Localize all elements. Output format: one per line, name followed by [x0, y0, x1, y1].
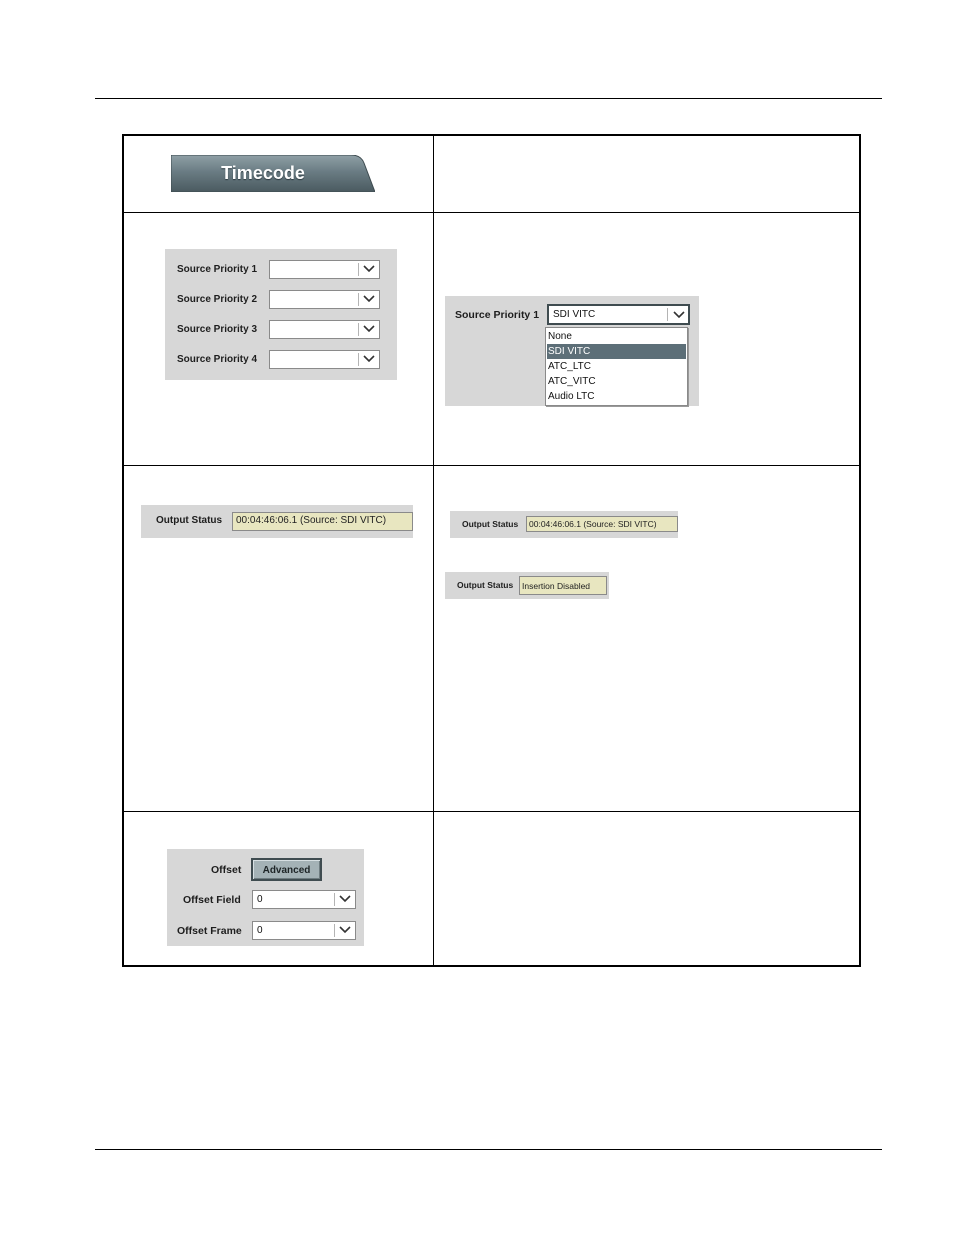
source-priority-4-label: Source Priority 4: [177, 354, 258, 365]
chevron-down-icon: [363, 294, 375, 304]
output-status-disabled-value: Insertion Disabled: [519, 576, 607, 595]
output-status-label: Output Status: [156, 515, 223, 526]
source-priority-3-select[interactable]: [269, 320, 380, 339]
option-none[interactable]: None: [548, 331, 572, 342]
source-priority-options-list: [545, 327, 688, 406]
output-status-active-example: [450, 511, 678, 538]
chevron-down-icon: [363, 354, 375, 364]
offset-field-label: Offset Field: [183, 894, 241, 906]
tab-title: Timecode: [221, 163, 305, 183]
output-status-disabled-example: [445, 572, 609, 599]
page-footer-rule: [95, 1149, 882, 1150]
chevron-down-icon: [363, 264, 375, 274]
source-priority-1-label: Source Priority 1: [177, 264, 258, 275]
option-atc-ltc[interactable]: ATC_LTC: [548, 361, 591, 372]
settings-table: [122, 134, 861, 967]
source-priority-expanded-select[interactable]: SDI VITC: [547, 304, 690, 325]
output-status-disabled-label: Output Status: [457, 580, 514, 590]
source-priority-expanded-panel: [445, 296, 699, 406]
row-divider: [124, 212, 859, 213]
offset-panel: [167, 849, 364, 946]
option-sdi-vitc[interactable]: SDI VITC: [547, 344, 686, 359]
output-status-value: 00:04:46:06.1 (Source: SDI VITC): [232, 512, 413, 531]
output-status-active-value: 00:04:46:06.1 (Source: SDI VITC): [526, 516, 678, 532]
offset-frame-label: Offset Frame: [177, 925, 242, 937]
offset-field-select[interactable]: 0: [252, 890, 356, 909]
column-divider: [433, 136, 434, 965]
offset-label: Offset: [211, 864, 242, 876]
output-status-panel: [141, 505, 413, 538]
source-priority-3-label: Source Priority 3: [177, 324, 258, 335]
option-audio-ltc[interactable]: Audio LTC: [548, 391, 595, 402]
chevron-down-icon: [339, 925, 351, 935]
source-priority-panel: [165, 249, 397, 380]
chevron-down-icon: [339, 894, 351, 904]
advanced-button[interactable]: Advanced: [251, 858, 322, 881]
source-priority-1-select[interactable]: [269, 260, 380, 279]
chevron-down-icon: [673, 310, 685, 320]
output-status-active-label: Output Status: [462, 519, 519, 529]
chevron-down-icon: [363, 324, 375, 334]
timecode-tab[interactable]: [171, 155, 375, 192]
row-divider: [124, 811, 859, 812]
row-divider: [124, 465, 859, 466]
option-atc-vitc[interactable]: ATC_VITC: [548, 376, 596, 387]
source-priority-2-label: Source Priority 2: [177, 294, 258, 305]
source-priority-2-select[interactable]: [269, 290, 380, 309]
source-priority-expanded-label: Source Priority 1: [455, 309, 540, 321]
page-header-rule: [95, 98, 882, 99]
offset-frame-select[interactable]: 0: [252, 921, 356, 940]
source-priority-4-select[interactable]: [269, 350, 380, 369]
